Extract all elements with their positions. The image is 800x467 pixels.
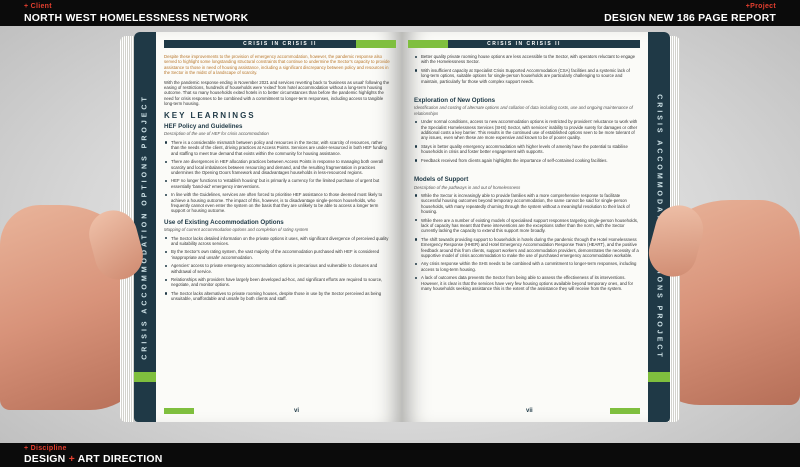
- list-item: A lack of outcomes data prevents the Sector from being able to assess the effectiveness of its interventions. However, it is clear is that the services have very few housing options available beyond temporary ones, and for many households seeking assistance this is the extent of the assistance they will receive from the system.: [414, 275, 640, 291]
- left-page: [134, 32, 402, 422]
- list-item: There is a considerable mismatch between policy and resources in the Sector, with scarcity of resources, rather than the needs of the client, driving practices at Access Points. Services are under-resourced in both HEF funding and staffing to meet true demand that exists within the community for housing assistance.: [164, 140, 392, 156]
- right-page: [402, 32, 670, 422]
- right-page-content: [414, 54, 640, 294]
- continued-list: [414, 54, 640, 84]
- context-paragraph: With the pandemic response ending in November 2021 and services reverting back to 'business as usual' following the easing of restrictions, hundreds of households were 'exited' from hotel accommodation without a long-term housing outcome. That so many households exited hotels in to better circumstances than before the pandemic highlights the need for crisis responses to be combined with a commitment to longer-term responses, including access to tangible long-term housing.: [164, 79, 390, 107]
- left-header-text: CRISIS IN CRISIS II: [243, 41, 317, 47]
- list-item: The Sector lacks detailed information on the private options it uses, with significant divergence of perceived quality and suitability across services.: [164, 236, 392, 247]
- list-item: The shift towards providing support to households in hotels during the pandemic through the Hotel Homelessness Emergency Response (HHER) and Hotel Emergency Accommodation Response Team (HEART), and the positive feedback around this from clients, support workers and accommodation providers, demonstrates the necessity of a supportive model of crisis accommodation to make the use of purchased emergency accommodation workable.: [414, 237, 640, 259]
- right-page-header: [408, 40, 640, 48]
- left-footer-accent: [164, 408, 194, 414]
- list-item: Relationships with providers have largely been developed ad-hoc, and significant efforts are required to source, negotiate, and monitor options.: [164, 277, 392, 288]
- key-learnings-heading: KEY LEARNINGS: [164, 110, 256, 120]
- right-header-text: CRISIS IN CRISIS II: [487, 41, 561, 47]
- right-footer-accent: [610, 408, 640, 414]
- left-spine-band: [134, 32, 156, 422]
- section-existing-list: [164, 236, 392, 302]
- left-header-accent: [356, 40, 396, 48]
- section-new-options-desc: Identification and costing of alternate options and collation of data including costs, use and ongoing maintenance of relationships: [414, 105, 633, 116]
- list-item: Feedback received from clients again highlights the importance of self-contained cooking facilities.: [414, 158, 640, 163]
- list-item: While there are a number of existing models of specialised support responses targeting single-person households, lack of capacity has meant that these interventions are the exceptions rather than the norm, with the Sector currently lacking the capacity to extend this support more broadly.: [414, 218, 640, 234]
- project-name: DESIGN NEW 186 PAGE REPORT: [604, 12, 776, 24]
- section-hef-desc: Description of the use of HEF for crisis accommodation: [164, 131, 269, 137]
- list-item: Under normal conditions, access to new accommodation options is restricted by providers' reluctance to work with the Specialist Homelessness Services (SHS) Sector, with services' inability to provide surety for damages or other additional costs a key barrier. This results in the continued use of established options seen to be more tolerant of any issues, even when these are more expensive and known to be of poorer quality.: [414, 119, 640, 141]
- client-tag: + Client: [24, 3, 52, 10]
- list-item: With insufficient capacity at Specialist Crisis Supported Accommodation (CSA) facilities and a systemic lack of long-term options, suitable options for single-person households are particularly challenging to source and maintain, particularly for those with complex support needs.: [414, 68, 640, 84]
- right-header-accent: [408, 40, 448, 48]
- left-page-content: [164, 54, 392, 305]
- right-spine-accent: [648, 372, 670, 382]
- top-bar: [0, 0, 800, 26]
- right-page-number: vii: [526, 408, 533, 414]
- list-item: While the Sector is increasingly able to provide families with a more comprehensive response to facilitate successful housing outcomes beyond temporary accommodation, the same cannot be said for single-person households, with many repeatedly churning through the system without a meaningful resolution to their lack of housing.: [414, 193, 640, 215]
- open-report-book: [120, 32, 680, 422]
- discipline-art-direction: ART DIRECTION: [77, 453, 163, 465]
- list-item: Any crisis response within the SHS needs to be combined with a commitment to longer-term responses, including access to long-term housing.: [414, 261, 640, 272]
- client-name: NORTH WEST HOMELESSNESS NETWORK: [24, 12, 249, 24]
- discipline-tag: + Discipline: [24, 445, 67, 452]
- bottom-bar: [0, 443, 800, 467]
- section-models-desc: Description of the pathways in and out of homelessness: [414, 184, 521, 190]
- list-item: Better quality private rooming house options are less accessible to the Sector, with operators reluctant to engage with the Homelessness Sector.: [414, 54, 640, 65]
- section-existing-title: Use of Existing Accommodation Options: [164, 218, 284, 226]
- section-existing-desc: Mapping of current accommodation options and completion of rating system: [164, 227, 309, 233]
- section-models-list: [414, 193, 640, 292]
- discipline-text: [24, 453, 163, 465]
- left-page-header: [164, 40, 396, 48]
- section-new-options-list: [414, 119, 640, 163]
- left-spine-accent: [134, 372, 156, 382]
- discipline-design: DESIGN: [24, 453, 66, 465]
- left-spine-text: CRISIS ACCOMMODATION OPTIONS PROJECT: [141, 94, 149, 360]
- list-item: By the Sector's own rating system, the vast majority of the accommodation purchased with HEF is considered 'inappropriate and unsafe' accommodation.: [164, 249, 392, 260]
- list-item: Agencies' access to private emergency accommodation options is precarious and vulnerable to closures and withdrawal of service.: [164, 263, 392, 274]
- list-item: HEF no longer functions to 'establish housing' but is primarily a currency for the limited purchase of urgent but essentially 'band-aid' emergency interventions.: [164, 178, 392, 189]
- section-hef-title: HEF Policy and Guidelines: [164, 123, 243, 131]
- list-item: Stays in better quality emergency accommodation with higher levels of amenity have the potential to stabilise households in crisis and foster better engagement with supports.: [414, 144, 640, 155]
- intro-paragraph: Despite these improvements to the provision of emergency accommodation, however, the pandemic response also served to highlight some longstanding structural constraints that continue to undermine the Sector's capacity to provide assistance to those in need of housing assistance, including a significant discrepancy between policy and resources in the Sector in the midst of a landscape of scarcity.: [164, 54, 390, 76]
- list-item: In line with the Guidelines, services are often forced to prioritise HEF assistance to those deemed most likely to achieve a housing outcome. The impact of this, however, is to disadvantage single-person households, who frequently cannot even enter the system on the basis that they are unlikely to be able to access a longer term support or housing outcome.: [164, 192, 392, 214]
- left-page-number: vi: [294, 408, 300, 414]
- list-item: The Sector lacks alternatives to private rooming houses, despite those in use by the Sector perceived as being unsuitable, unaffordable and unsafe by both clients and staff.: [164, 291, 392, 302]
- section-new-options-title: Exploration of New Options: [414, 97, 496, 105]
- list-item: There are divergences in HEF allocation practices between Access Points in response to managing both overall scarcity and local imbalances between resourcing and demand, and the resulting fragmentation in practices undermines the Opening Doors framework and disadvantages households in less-resourced regions.: [164, 159, 392, 175]
- project-tag: +Project: [745, 3, 776, 10]
- section-models-title: Models of Support: [414, 176, 469, 184]
- section-hef-list: [164, 140, 392, 214]
- discipline-plus: +: [65, 453, 78, 465]
